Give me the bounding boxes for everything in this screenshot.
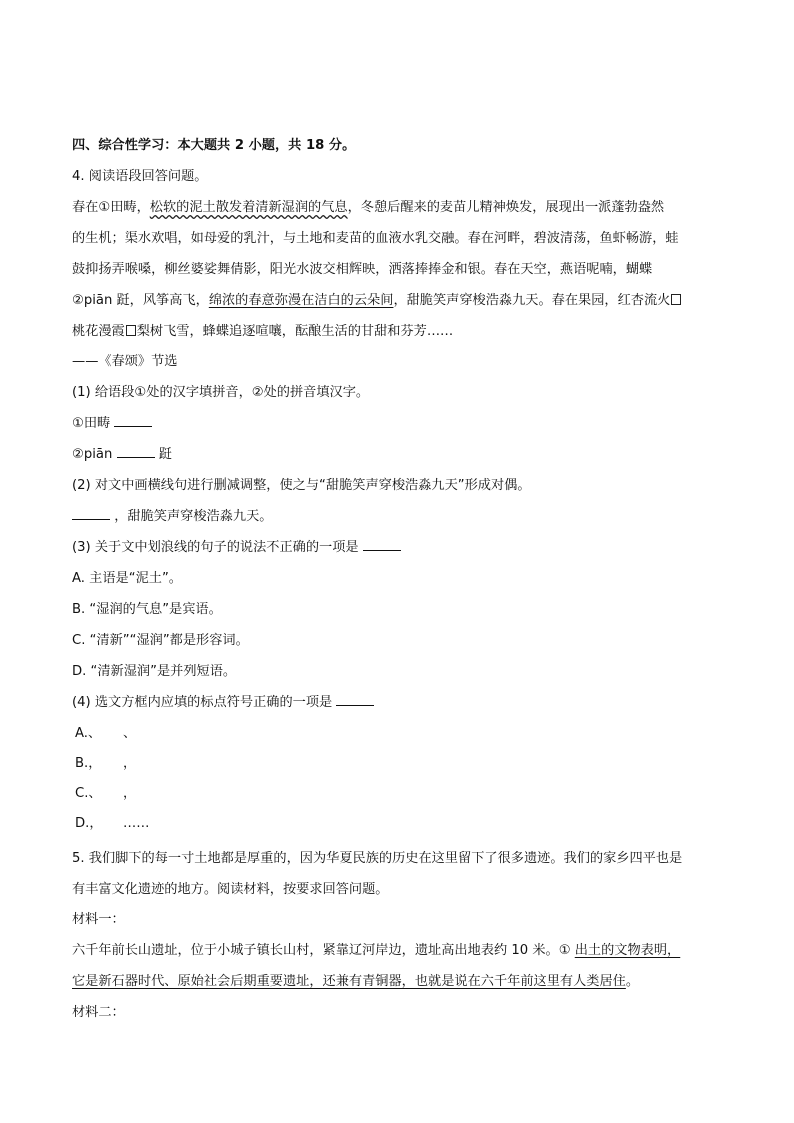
answer-blank[interactable] (363, 538, 401, 551)
subquestion-1: (1) 给语段①处的汉字填拼音，②处的拼音填汉字。 (72, 385, 370, 400)
answer-blank[interactable] (336, 693, 374, 706)
passage-line-4: ②piān 跹，风筝高飞，绵浓的春意弥漫在洁白的云朵间，甜脆笑声穿梭浩淼九天。春在果园，红杏流火 (72, 289, 682, 308)
option-3b: B. “湿润的气息”是宾语。 (72, 602, 222, 617)
answer-blank[interactable] (117, 445, 155, 458)
question-4-title: 4. 阅读语段回答问题。 (72, 169, 208, 184)
question-5-intro-1: 5. 我们脚下的每一寸土地都是厚重的，因为华夏民族的历史在这里留下了很多遗迹。我们的家乡四平也是 (72, 851, 683, 866)
passage-line-3: 鼓抑扬弄喉嗓，柳丝婆娑舞倩影，阳光水波交相辉映，洒落捧捧金和银。春在天空，燕语呢喃，蝴蝶 (72, 262, 653, 277)
option-4b: B.， ， (75, 756, 137, 771)
underlined-sentence: 绵浓的春意弥漫在洁白的云朵间 (208, 293, 394, 308)
option-4c: C.、 ， (75, 786, 137, 801)
option-3d: D. “清新湿润”是并列短语。 (72, 664, 237, 679)
subquestion-2: (2) 对文中画横线句进行删减调整，使之与“甜脆笑声穿梭浩淼九天”形成对偶。 (72, 478, 531, 493)
material-1-title: 材料一： (72, 912, 125, 927)
subquestion-1-item-b: ②piān 跹 (72, 447, 172, 462)
question-5-intro-2: 有丰富文化遗迹的地方。阅读材料，按要求回答问题。 (72, 882, 389, 897)
wavy-underlined-sentence: 松软的泥土散发着清新湿润的气息 (149, 200, 348, 215)
option-3c: C. “清新”“湿润”都是形容词。 (72, 633, 249, 648)
passage-line-2: 的生机；渠水欢唱，如母爱的乳汁，与土地和麦苗的血液水乳交融。春在河畔，碧波清荡，鱼虾畅游，蛙 (72, 231, 679, 246)
underlined-sentence: 出土的文物表明， (574, 943, 681, 958)
subquestion-3: (3) 关于文中划浪线的句子的说法不正确的一项是 (72, 536, 401, 555)
blank-box (126, 325, 136, 336)
subquestion-2-answer: ，甜脆笑声穿梭浩淼九天。 (72, 505, 272, 524)
passage-line-5: 桃花漫霞 梨树飞雪，蜂蝶追逐喧嚷，酝酿生活的甘甜和芬芳…… (72, 324, 454, 339)
blank-box (671, 294, 681, 305)
subquestion-4: (4) 选文方框内应填的标点符号正确的一项是 (72, 691, 374, 710)
material-1-line-1: 六千年前长山遗址，位于小城子镇长山村，紧靠辽河岸边，遗址高出地表约 10 米。① 出土的文物表明， (72, 943, 681, 958)
underlined-sentence: 它是新石器时代、原始社会后期重要遗址，还兼有青铜器，也就是说在六千年前这里有人类居住 (72, 974, 626, 989)
option-4a: A.、 、 (75, 726, 137, 741)
option-3a: A. 主语是“泥土”。 (72, 571, 182, 586)
passage-line-1: 春在①田畴，松软的泥土散发着清新湿润的气息，冬憩后醒来的麦苗儿精神焕发，展现出一派蓬勃盎然 (72, 200, 665, 215)
passage-source: ——《春颂》节选 (72, 354, 178, 369)
answer-blank[interactable] (114, 414, 152, 427)
material-1-line-2: 它是新石器时代、原始社会后期重要遗址，还兼有青铜器，也就是说在六千年前这里有人类居住。 (72, 974, 640, 989)
section-heading: 四、综合性学习：本大题共 2 小题，共 18 分。 (72, 138, 356, 153)
option-4d: D.， …… (75, 816, 150, 831)
material-2-title: 材料二： (72, 1005, 125, 1020)
subquestion-1-item-a: ①田畴 (72, 412, 152, 431)
answer-blank[interactable] (72, 507, 110, 520)
